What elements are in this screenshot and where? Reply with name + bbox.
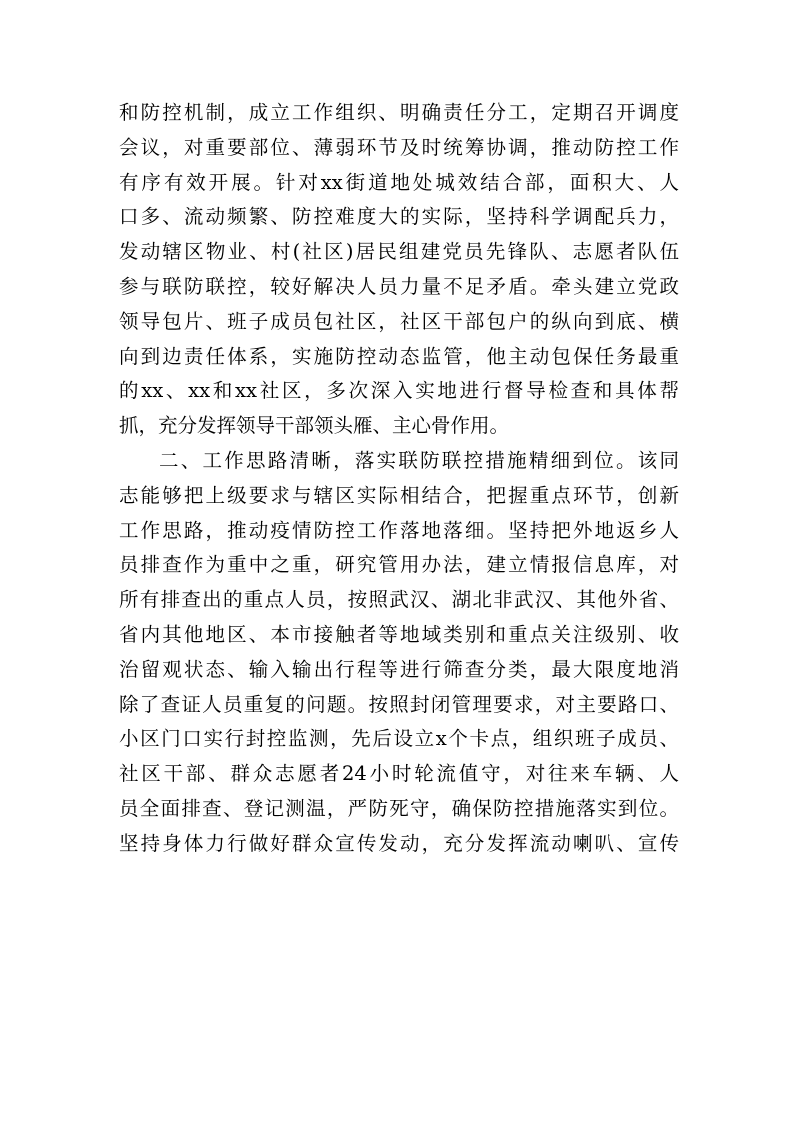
text-line: 所有排查出的重点人员，按照武汉、湖北非武汉、其他外省、 <box>119 588 679 612</box>
text-line: 社区干部、群众志愿者24小时轮流值守，对往来车辆、人 <box>119 762 679 786</box>
text-line: 有序有效开展。针对xx街道地处城效结合部，面积大、人 <box>119 170 679 194</box>
text-line: 志能够把上级要求与辖区实际相结合，把握重点环节，创新 <box>119 483 679 507</box>
text-line: 向到边责任体系，实施防控动态监管，他主动包保任务最重 <box>119 344 679 368</box>
text-line: 二、工作思路清晰，落实联防联控措施精细到位。该同 <box>159 448 679 472</box>
text-line: 发动辖区物业、村(社区)居民组建党员先锋队、志愿者队伍 <box>119 240 679 264</box>
text-line: 和防控机制，成立工作组织、明确责任分工，定期召开调度 <box>119 101 679 124</box>
text-line: 参与联防联控，较好解决人员力量不足矛盾。牵头建立党政 <box>119 274 679 298</box>
text-line: 治留观状态、输入输出行程等进行筛查分类，最大限度地消 <box>119 657 679 681</box>
text-line: 抓，充分发挥领导干部领头雁、主心骨作用。 <box>119 414 510 438</box>
text-line: 省内其他地区、本市接触者等地域类别和重点关注级别、收 <box>119 622 679 646</box>
text-line: 员全面排查、登记测温，严防死守，确保防控措施落实到位。 <box>119 796 679 820</box>
text-line: 小区门口实行封控监测，先后设立x个卡点，组织班子成员、 <box>119 727 679 751</box>
text-line: 的xx、xx和xx社区，多次深入实地进行督导检查和具体帮 <box>119 379 679 403</box>
text-line: 领导包片、班子成员包社区，社区干部包户的纵向到底、横 <box>119 309 679 333</box>
text-line: 工作思路，推动疫情防控工作落地落细。坚持把外地返乡人 <box>119 518 679 542</box>
text-line: 口多、流动频繁、防控难度大的实际，坚持科学调配兵力， <box>119 205 679 229</box>
text-line: 会议，对重要部位、薄弱环节及时统筹协调，推动防控工作 <box>119 135 679 159</box>
document-body <box>119 96 679 862</box>
text-line: 除了查证人员重复的问题。按照封闭管理要求，对主要路口、 <box>119 692 679 716</box>
text-line: 员排查作为重中之重，研究管用办法，建立情报信息库，对 <box>119 553 679 577</box>
text-line: 坚持身体力行做好群众宣传发动，充分发挥流动喇叭、宣传 <box>119 831 679 855</box>
